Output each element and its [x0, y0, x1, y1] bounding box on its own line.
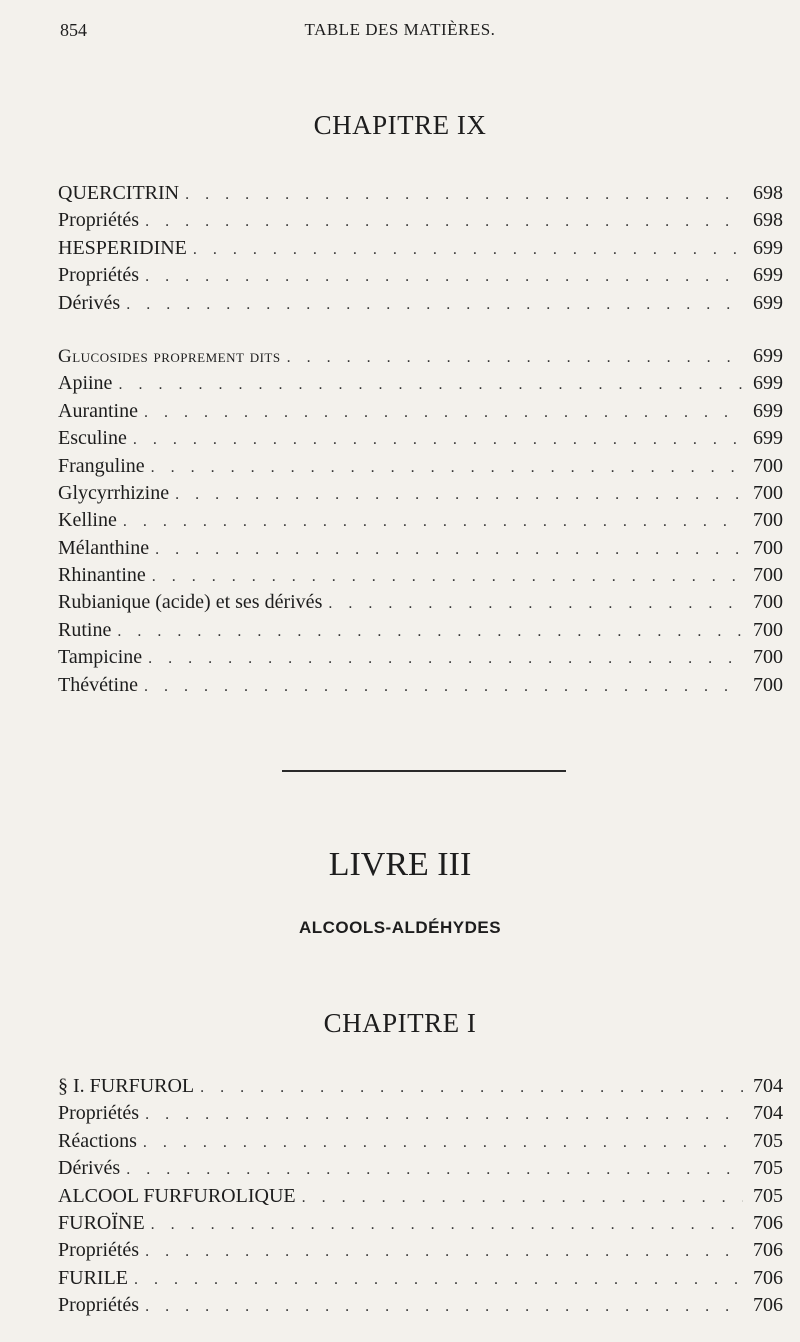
- dot-leader: [328, 590, 743, 617]
- toc-entry: [58, 562, 783, 589]
- entry-label: Esculine: [58, 427, 127, 450]
- toc-entry: [58, 1155, 783, 1182]
- page-number: 854: [60, 20, 87, 40]
- entry-label: ALCOOL FURFUROLIQUE: [58, 1184, 296, 1207]
- entry-label: Kelline: [58, 509, 117, 532]
- entry-label: Rubianique (acide) et ses dérivés: [58, 591, 323, 614]
- entry-page: 700: [753, 618, 783, 641]
- entry-page: 698: [753, 209, 783, 232]
- entry-label: FURILE: [58, 1266, 128, 1289]
- entry-label: Aurantine: [58, 399, 138, 422]
- dot-leader: [133, 426, 743, 453]
- entry-label: Apiine: [58, 372, 113, 395]
- dot-leader: [145, 263, 743, 290]
- dot-leader: [151, 454, 743, 481]
- entry-page: 700: [753, 673, 783, 696]
- entry-label: QUERCITRIN: [58, 182, 180, 204]
- entry-page: 705: [753, 1129, 783, 1152]
- entry-label: Propriétés: [58, 209, 140, 232]
- dot-leader: [145, 1238, 743, 1265]
- dot-leader: [145, 208, 743, 235]
- dot-leader: [155, 536, 743, 563]
- entry-page: 706: [753, 1239, 783, 1262]
- dot-leader: [145, 1293, 743, 1320]
- toc-entry: [58, 507, 783, 534]
- toc-entry: [58, 235, 783, 262]
- entry-label: Rutine: [58, 618, 112, 641]
- entry-page: 700: [753, 564, 783, 587]
- dot-leader: [144, 673, 743, 700]
- dot-leader: [175, 481, 743, 508]
- toc-entry: [58, 1128, 783, 1155]
- toc-entry: [58, 535, 783, 562]
- entry-label: Propriétés: [58, 1239, 140, 1262]
- dot-leader: [152, 563, 743, 590]
- entry-page: 705: [753, 1184, 783, 1207]
- entry-label: HESPERIDINE: [58, 236, 187, 259]
- chapter-ix-heading: CHAPITRE IX: [313, 110, 487, 140]
- toc-entry: [58, 398, 783, 425]
- toc-entry: [58, 589, 783, 616]
- entry-page: 699: [753, 264, 783, 287]
- entry-label: Dérivés: [58, 1157, 121, 1180]
- dot-leader: [143, 1129, 743, 1156]
- toc-entry: [58, 1073, 783, 1100]
- entry-page: 704: [753, 1075, 783, 1097]
- entry-label: Propriétés: [58, 264, 140, 287]
- section-divider: [282, 770, 566, 772]
- entry-label: Thévétine: [58, 673, 138, 696]
- entry-page: 699: [753, 291, 783, 314]
- entry-label: Propriétés: [58, 1102, 140, 1125]
- toc-entry: [58, 370, 783, 397]
- toc-entry: [58, 1237, 783, 1264]
- entry-page: 706: [753, 1211, 783, 1234]
- entry-page: 699: [753, 236, 783, 259]
- dot-leader: [126, 291, 743, 318]
- chapter-i-heading: CHAPITRE I: [323, 1008, 477, 1038]
- dot-leader: [287, 344, 743, 371]
- chapter-i-toc: [58, 1073, 783, 1320]
- entry-page: 700: [753, 536, 783, 559]
- dot-leader: [200, 1074, 743, 1101]
- entry-page: 698: [753, 182, 783, 204]
- entry-label: Franguline: [58, 454, 145, 477]
- entry-label-small-caps: Glucosides proprement dits: [58, 345, 281, 367]
- dot-leader: [118, 371, 743, 398]
- toc-entry: [58, 180, 783, 207]
- entry-page: 705: [753, 1157, 783, 1180]
- toc-entry: [58, 290, 783, 317]
- book-iii-heading: LIVRE III: [328, 846, 472, 883]
- dot-leader: [193, 236, 743, 263]
- entry-page: 704: [753, 1102, 783, 1125]
- entry-page: 699: [753, 427, 783, 450]
- entry-label: Mélanthine: [58, 536, 150, 559]
- dot-leader: [185, 181, 743, 208]
- toc-entry: [58, 1210, 783, 1237]
- toc-entry: [58, 207, 783, 234]
- toc-entry: [58, 343, 783, 370]
- running-title: TABLE DES MATIÈRES.: [304, 20, 496, 39]
- entry-label: Réactions: [58, 1129, 137, 1152]
- entry-label: Propriétés: [58, 1294, 140, 1317]
- toc-entry: [58, 617, 783, 644]
- toc-entry: [58, 453, 783, 480]
- entry-label: Glycyrrhizine: [58, 481, 170, 504]
- dot-leader: [302, 1184, 743, 1211]
- entry-page: 700: [753, 481, 783, 504]
- entry-label: Tampicine: [58, 646, 143, 669]
- entry-page: 706: [753, 1266, 783, 1289]
- chapter-ix-toc: [58, 180, 783, 699]
- dot-leader: [145, 1101, 743, 1128]
- dot-leader: [148, 645, 743, 672]
- dot-leader: [151, 1211, 743, 1238]
- dot-leader: [123, 508, 743, 535]
- toc-entry: [58, 1100, 783, 1127]
- toc-entry: [58, 644, 783, 671]
- section-gap: [58, 317, 783, 343]
- entry-label: § I. FURFUROL: [58, 1075, 195, 1097]
- dot-leader: [144, 399, 743, 426]
- entry-page: 700: [753, 591, 783, 614]
- toc-entry: [58, 480, 783, 507]
- toc-entry: [58, 425, 783, 452]
- toc-entry: [58, 672, 783, 699]
- toc-entry: [58, 262, 783, 289]
- entry-page: 706: [753, 1294, 783, 1317]
- entry-page: 700: [753, 454, 783, 477]
- dot-leader: [126, 1156, 743, 1183]
- entry-label: FUROÏNE: [58, 1211, 145, 1234]
- book-iii-subtitle: ALCOOLS-ALDÉHYDES: [298, 918, 502, 937]
- toc-entry: [58, 1292, 783, 1319]
- entry-page: 700: [753, 509, 783, 532]
- entry-page: 700: [753, 646, 783, 669]
- toc-entry: [58, 1183, 783, 1210]
- entry-page: 699: [753, 399, 783, 422]
- entry-page: 699: [753, 372, 783, 395]
- dot-leader: [134, 1266, 743, 1293]
- dot-leader: [117, 618, 743, 645]
- toc-entry: [58, 1265, 783, 1292]
- entry-page: 699: [753, 344, 783, 367]
- running-head: [60, 20, 740, 48]
- entry-label: Dérivés: [58, 291, 121, 314]
- entry-label: Rhinantine: [58, 564, 146, 587]
